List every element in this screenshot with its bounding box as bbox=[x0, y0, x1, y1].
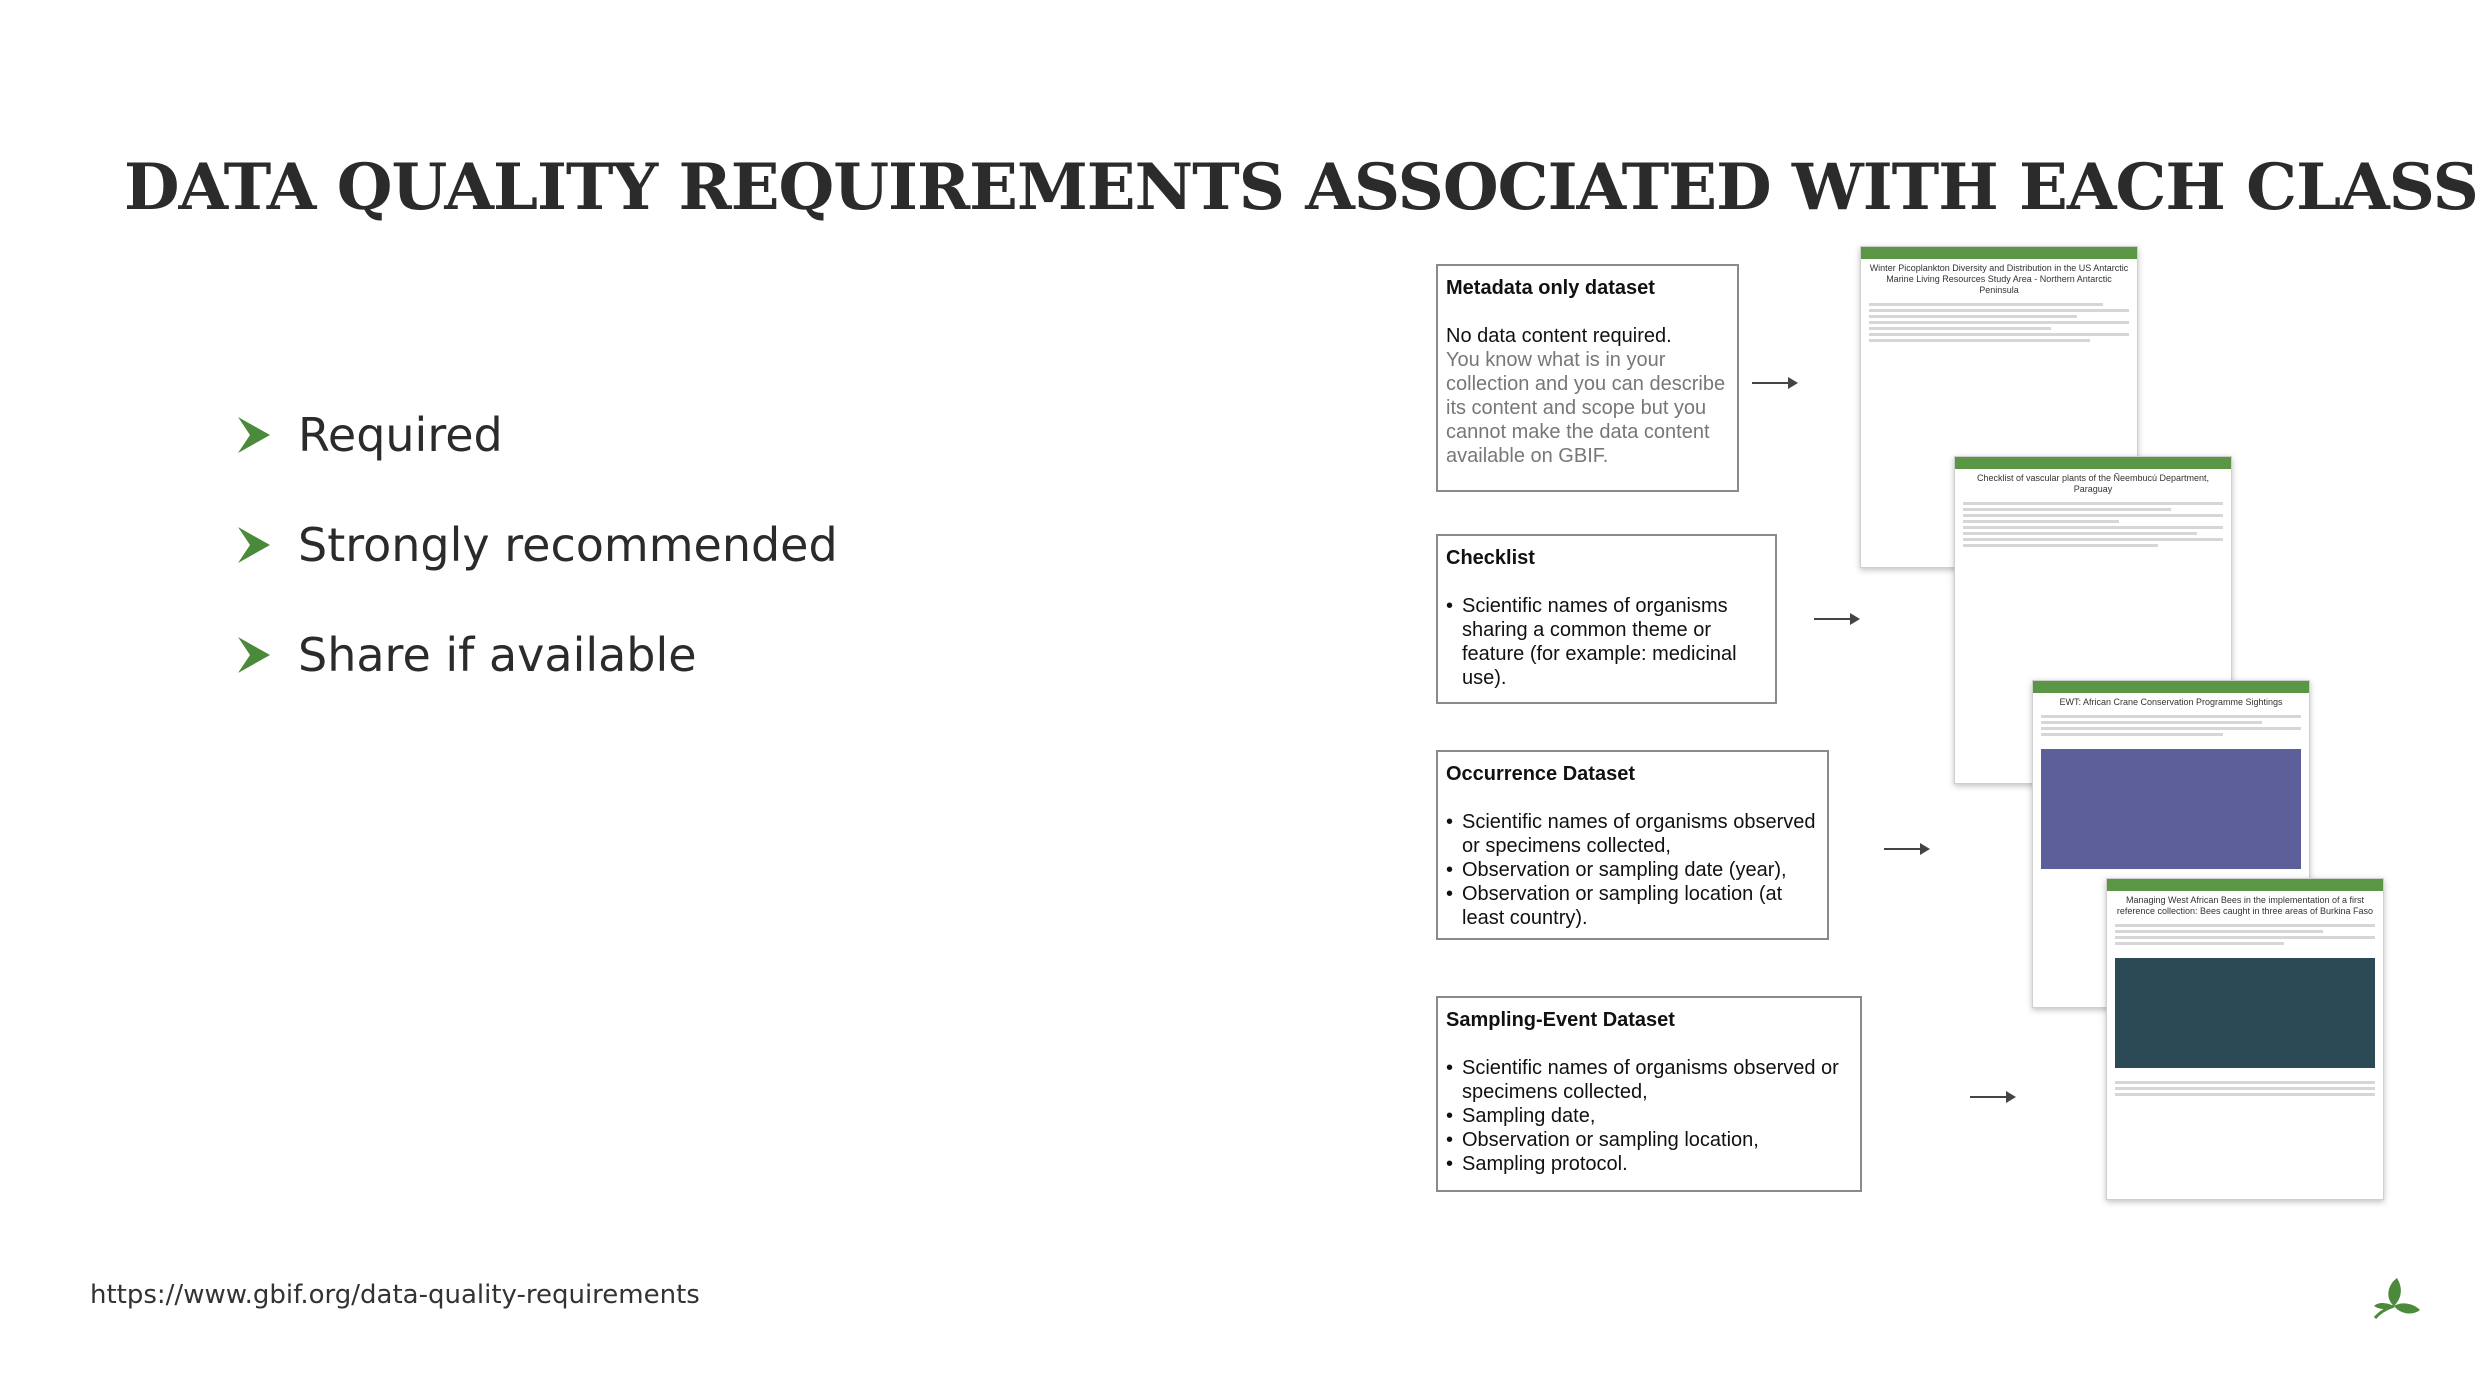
requirement-list bbox=[1446, 810, 1819, 930]
requirement-item: • Scientific names of organisms observed or specimens collected, bbox=[1446, 1056, 1852, 1104]
box-title: Checklist bbox=[1446, 547, 1535, 569]
thumbnail-title: Winter Picoplankton Diversity and Distribution in the US Antarctic Marine Living Resources Study Area - Northern Antarctic Peninsula bbox=[1869, 263, 2129, 295]
thumbnail-header-bar bbox=[1861, 247, 2137, 259]
box-description: You know what is in your collection and you can describe its content and scope but you cannot make the data content available on GBIF. bbox=[1446, 349, 1726, 467]
legend-item-share-if-available bbox=[236, 600, 838, 710]
thumbnail-text bbox=[1955, 495, 2231, 554]
thumbnail-map bbox=[2041, 749, 2301, 869]
checklist-box bbox=[1436, 534, 1777, 704]
connector-arrow bbox=[1884, 848, 1928, 850]
arrow-bullet-icon bbox=[236, 415, 272, 455]
legend-label: Share if available bbox=[298, 628, 697, 682]
thumbnail-title: EWT: African Crane Conservation Programme Sightings bbox=[2059, 697, 2283, 707]
requirement-item: • Observation or sampling location, bbox=[1446, 1128, 1852, 1152]
metadata-box bbox=[1436, 264, 1739, 492]
thumbnail-text bbox=[2107, 917, 2383, 952]
connector-arrow bbox=[1752, 382, 1796, 384]
arrow-bullet-icon bbox=[236, 525, 272, 565]
legend-label: Required bbox=[298, 408, 503, 462]
page-title: DATA QUALITY REQUIREMENTS ASSOCIATED WITH EACH CLASS bbox=[124, 150, 2478, 225]
requirement-item: • Observation or sampling location (at least country). bbox=[1446, 882, 1819, 930]
box-line: No data content required. bbox=[1446, 325, 1672, 347]
thumbnail-header-bar bbox=[1955, 457, 2231, 469]
thumbnail-title: Managing West African Bees in the implementation of a first reference collection: Bees caught in three areas of Burkina Faso bbox=[2116, 895, 2374, 916]
thumbnail-table bbox=[2107, 1074, 2383, 1103]
requirement-item: • Sampling protocol. bbox=[1446, 1152, 1852, 1176]
thumbnail-header-bar bbox=[2107, 879, 2383, 891]
dataset-page-thumbnail bbox=[2106, 878, 2384, 1200]
requirement-item: • Scientific names of organisms observed or specimens collected, bbox=[1446, 810, 1819, 858]
requirement-item: • Scientific names of organisms sharing a common theme or feature (for example: medicinal use). bbox=[1446, 594, 1767, 690]
box-title: Metadata only dataset bbox=[1446, 277, 1655, 299]
requirement-list bbox=[1446, 1056, 1852, 1176]
requirement-list bbox=[1446, 594, 1767, 690]
thumbnail-text bbox=[1861, 296, 2137, 349]
connector-arrow bbox=[1814, 618, 1858, 620]
sampling-event-box bbox=[1436, 996, 1862, 1192]
requirement-item: • Sampling date, bbox=[1446, 1104, 1852, 1128]
thumbnail-text bbox=[2033, 708, 2309, 743]
box-title: Sampling-Event Dataset bbox=[1446, 1009, 1675, 1031]
arrow-bullet-icon bbox=[236, 635, 272, 675]
box-title: Occurrence Dataset bbox=[1446, 763, 1635, 785]
thumbnail-header-bar bbox=[2033, 681, 2309, 693]
requirement-item: • Observation or sampling date (year), bbox=[1446, 858, 1819, 882]
connector-arrow bbox=[1970, 1096, 2014, 1098]
thumbnail-title: Checklist of vascular plants of the Ñeembucú Department, Paraguay bbox=[1976, 473, 2210, 494]
legend-item-strongly-recommended bbox=[236, 490, 838, 600]
gbif-logo-icon bbox=[2372, 1272, 2422, 1322]
legend-label: Strongly recommended bbox=[298, 518, 838, 572]
footer-url[interactable]: https://www.gbif.org/data-quality-requirements bbox=[90, 1280, 700, 1310]
thumbnail-map bbox=[2115, 958, 2375, 1068]
legend-item-required bbox=[236, 380, 838, 490]
occurrence-box bbox=[1436, 750, 1829, 940]
legend-list bbox=[236, 380, 838, 710]
